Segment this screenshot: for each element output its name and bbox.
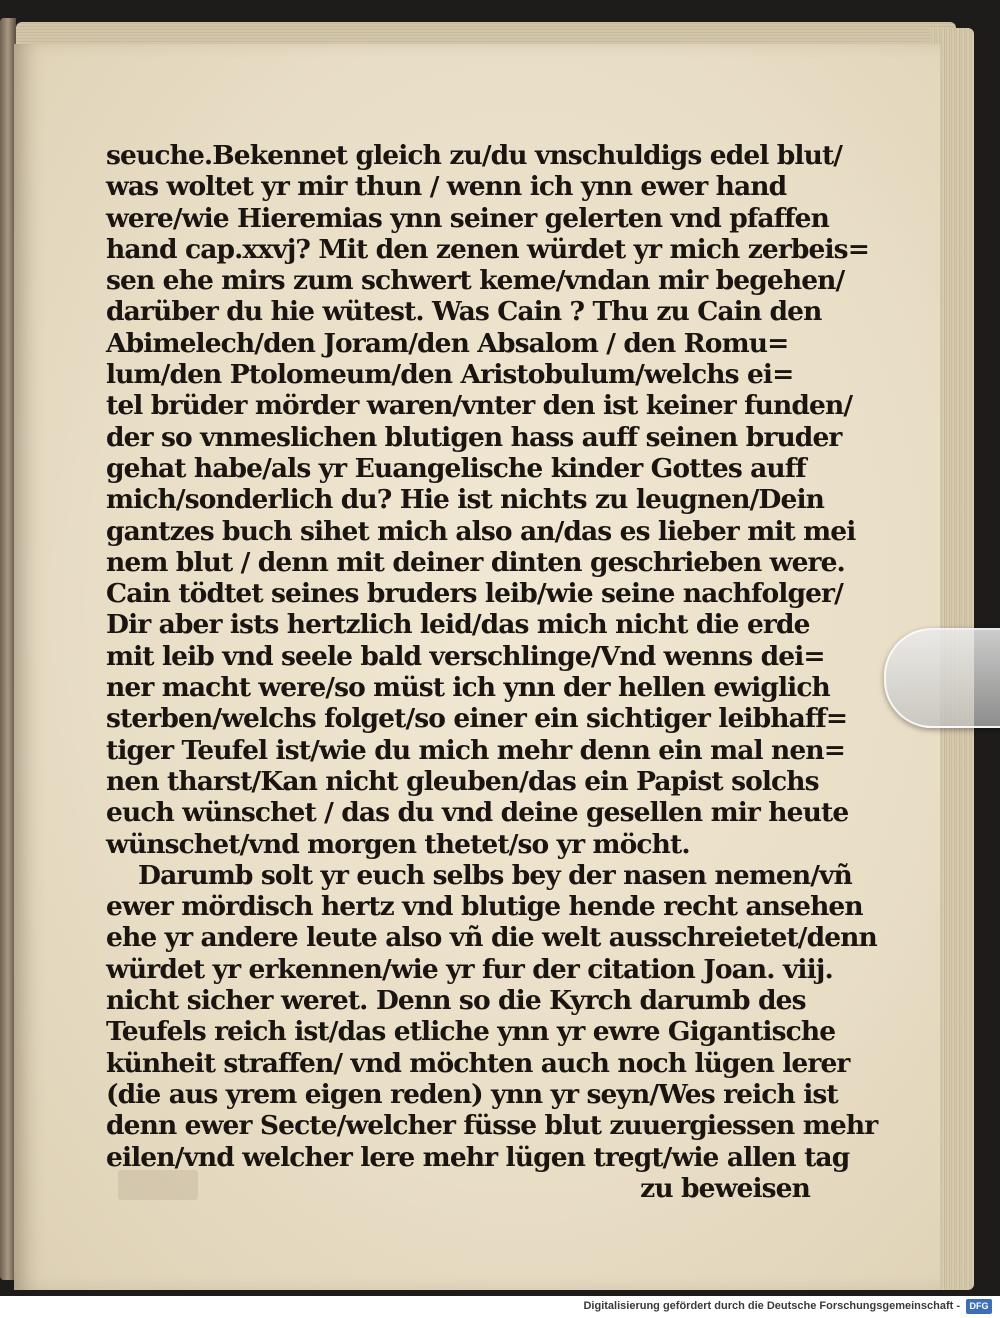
text-line-23: wünschet/vnd morgen thetet/so yr möcht. xyxy=(106,828,690,860)
text-line-31: (die aus yrem eigen reden) ynn yr seyn/Wes reich ist xyxy=(106,1078,838,1110)
text-line-11: gehat habe/als yr Euangelische kinder Gottes auff xyxy=(106,452,806,484)
text-line-6: darüber du hie wütest. Was Cain ? Thu zu Cain den xyxy=(106,296,822,328)
text-line-8: lum/den Ptolomeum/den Aristobulum/welchs ei= xyxy=(106,359,794,391)
text-line-3: were/wie Hieremias ynn seiner gelerten vnd pfaffen xyxy=(106,202,829,234)
page-text-block xyxy=(106,140,878,1204)
text-line-17: mit leib vnd seele bald verschlinge/Vnd wenns dei= xyxy=(106,640,825,672)
text-line-25: ewer mördisch hertz vnd blutige hende recht ansehen xyxy=(106,891,863,923)
text-line-19: sterben/welchs folget/so einer ein sichtiger leibhaff= xyxy=(106,703,848,735)
text-line-27: würdet yr erkennen/wie yr fur der citation Joan. viij. xyxy=(106,953,833,985)
text-line-21: nen tharst/Kan nicht gleuben/das ein Papist solchs xyxy=(106,765,819,797)
text-line-14: nem blut / denn mit deiner dinten geschrieben were. xyxy=(106,546,845,578)
footer-bar xyxy=(0,1296,1000,1318)
text-line-22: euch wünschet / das du vnd deine gesellen mir heute xyxy=(106,797,849,829)
book-page xyxy=(14,44,940,1290)
text-line-20: tiger Teufel ist/wie du mich mehr denn ein mal nen= xyxy=(106,734,845,766)
text-line-5: sen ehe mirs zum schwert keme/vndan mir begehen/ xyxy=(106,265,845,297)
text-line-18: ner macht were/so müst ich ynn der hellen ewiglich xyxy=(106,672,830,704)
text-line-2: was woltet yr mir thun / wenn ich ynn ewer hand xyxy=(106,171,787,203)
text-line-32: denn ewer Secte/welcher füsse blut zuuergiessen mehr xyxy=(106,1110,878,1142)
text-line-4: hand cap.xxvj? Mit den zenen würdet yr mich zerbeis= xyxy=(106,233,870,265)
text-line-26: ehe yr andere leute also vñ die welt ausschreietet/denn xyxy=(106,922,877,954)
text-line-16: Dir aber ists hertzlich leid/das mich nicht die erde xyxy=(106,609,810,641)
text-line-30: künheit straffen/ vnd möchten auch noch lügen lerer xyxy=(106,1047,850,1079)
text-line-28: nicht sicher weret. Denn so die Kyrch darumb des xyxy=(106,985,806,1017)
page-clip xyxy=(884,628,1000,728)
catchword: zu beweisen xyxy=(640,1172,810,1204)
footer-credit: Digitalisierung gefördert durch die Deutsche Forschungsgemeinschaft - xyxy=(583,1300,960,1312)
ink-bleed-through xyxy=(118,1170,198,1200)
text-line-7: Abimelech/den Joram/den Absalom / den Romu= xyxy=(106,327,789,359)
text-line-24: Darumb solt yr euch selbs bey der nasen nemen/vñ xyxy=(138,859,852,891)
text-line-9: tel brüder mörder waren/vnter den ist keiner funden/ xyxy=(106,390,853,422)
dfg-logo: DFG xyxy=(966,1299,992,1314)
text-line-13: gantzes buch sihet mich also an/das es lieber mit mei xyxy=(106,515,856,547)
text-line-1: seuche.Bekennet gleich zu/du vnschuldigs edel blut/ xyxy=(106,140,843,171)
page-stack-top xyxy=(16,22,956,46)
text-line-12: mich/sonderlich du? Hie ist nichts zu leugnen/Dein xyxy=(106,484,824,516)
text-line-33: eilen/vnd welcher lere mehr lügen tregt/wie allen tag xyxy=(106,1141,850,1173)
text-line-10: der so vnmeslichen blutigen hass auff seinen bruder xyxy=(106,421,842,453)
text-line-29: Teufels reich ist/das etliche ynn yr ewre Gigantische xyxy=(106,1016,836,1048)
text-line-15: Cain tödtet seines bruders leib/wie seine nachfolger/ xyxy=(106,578,843,610)
